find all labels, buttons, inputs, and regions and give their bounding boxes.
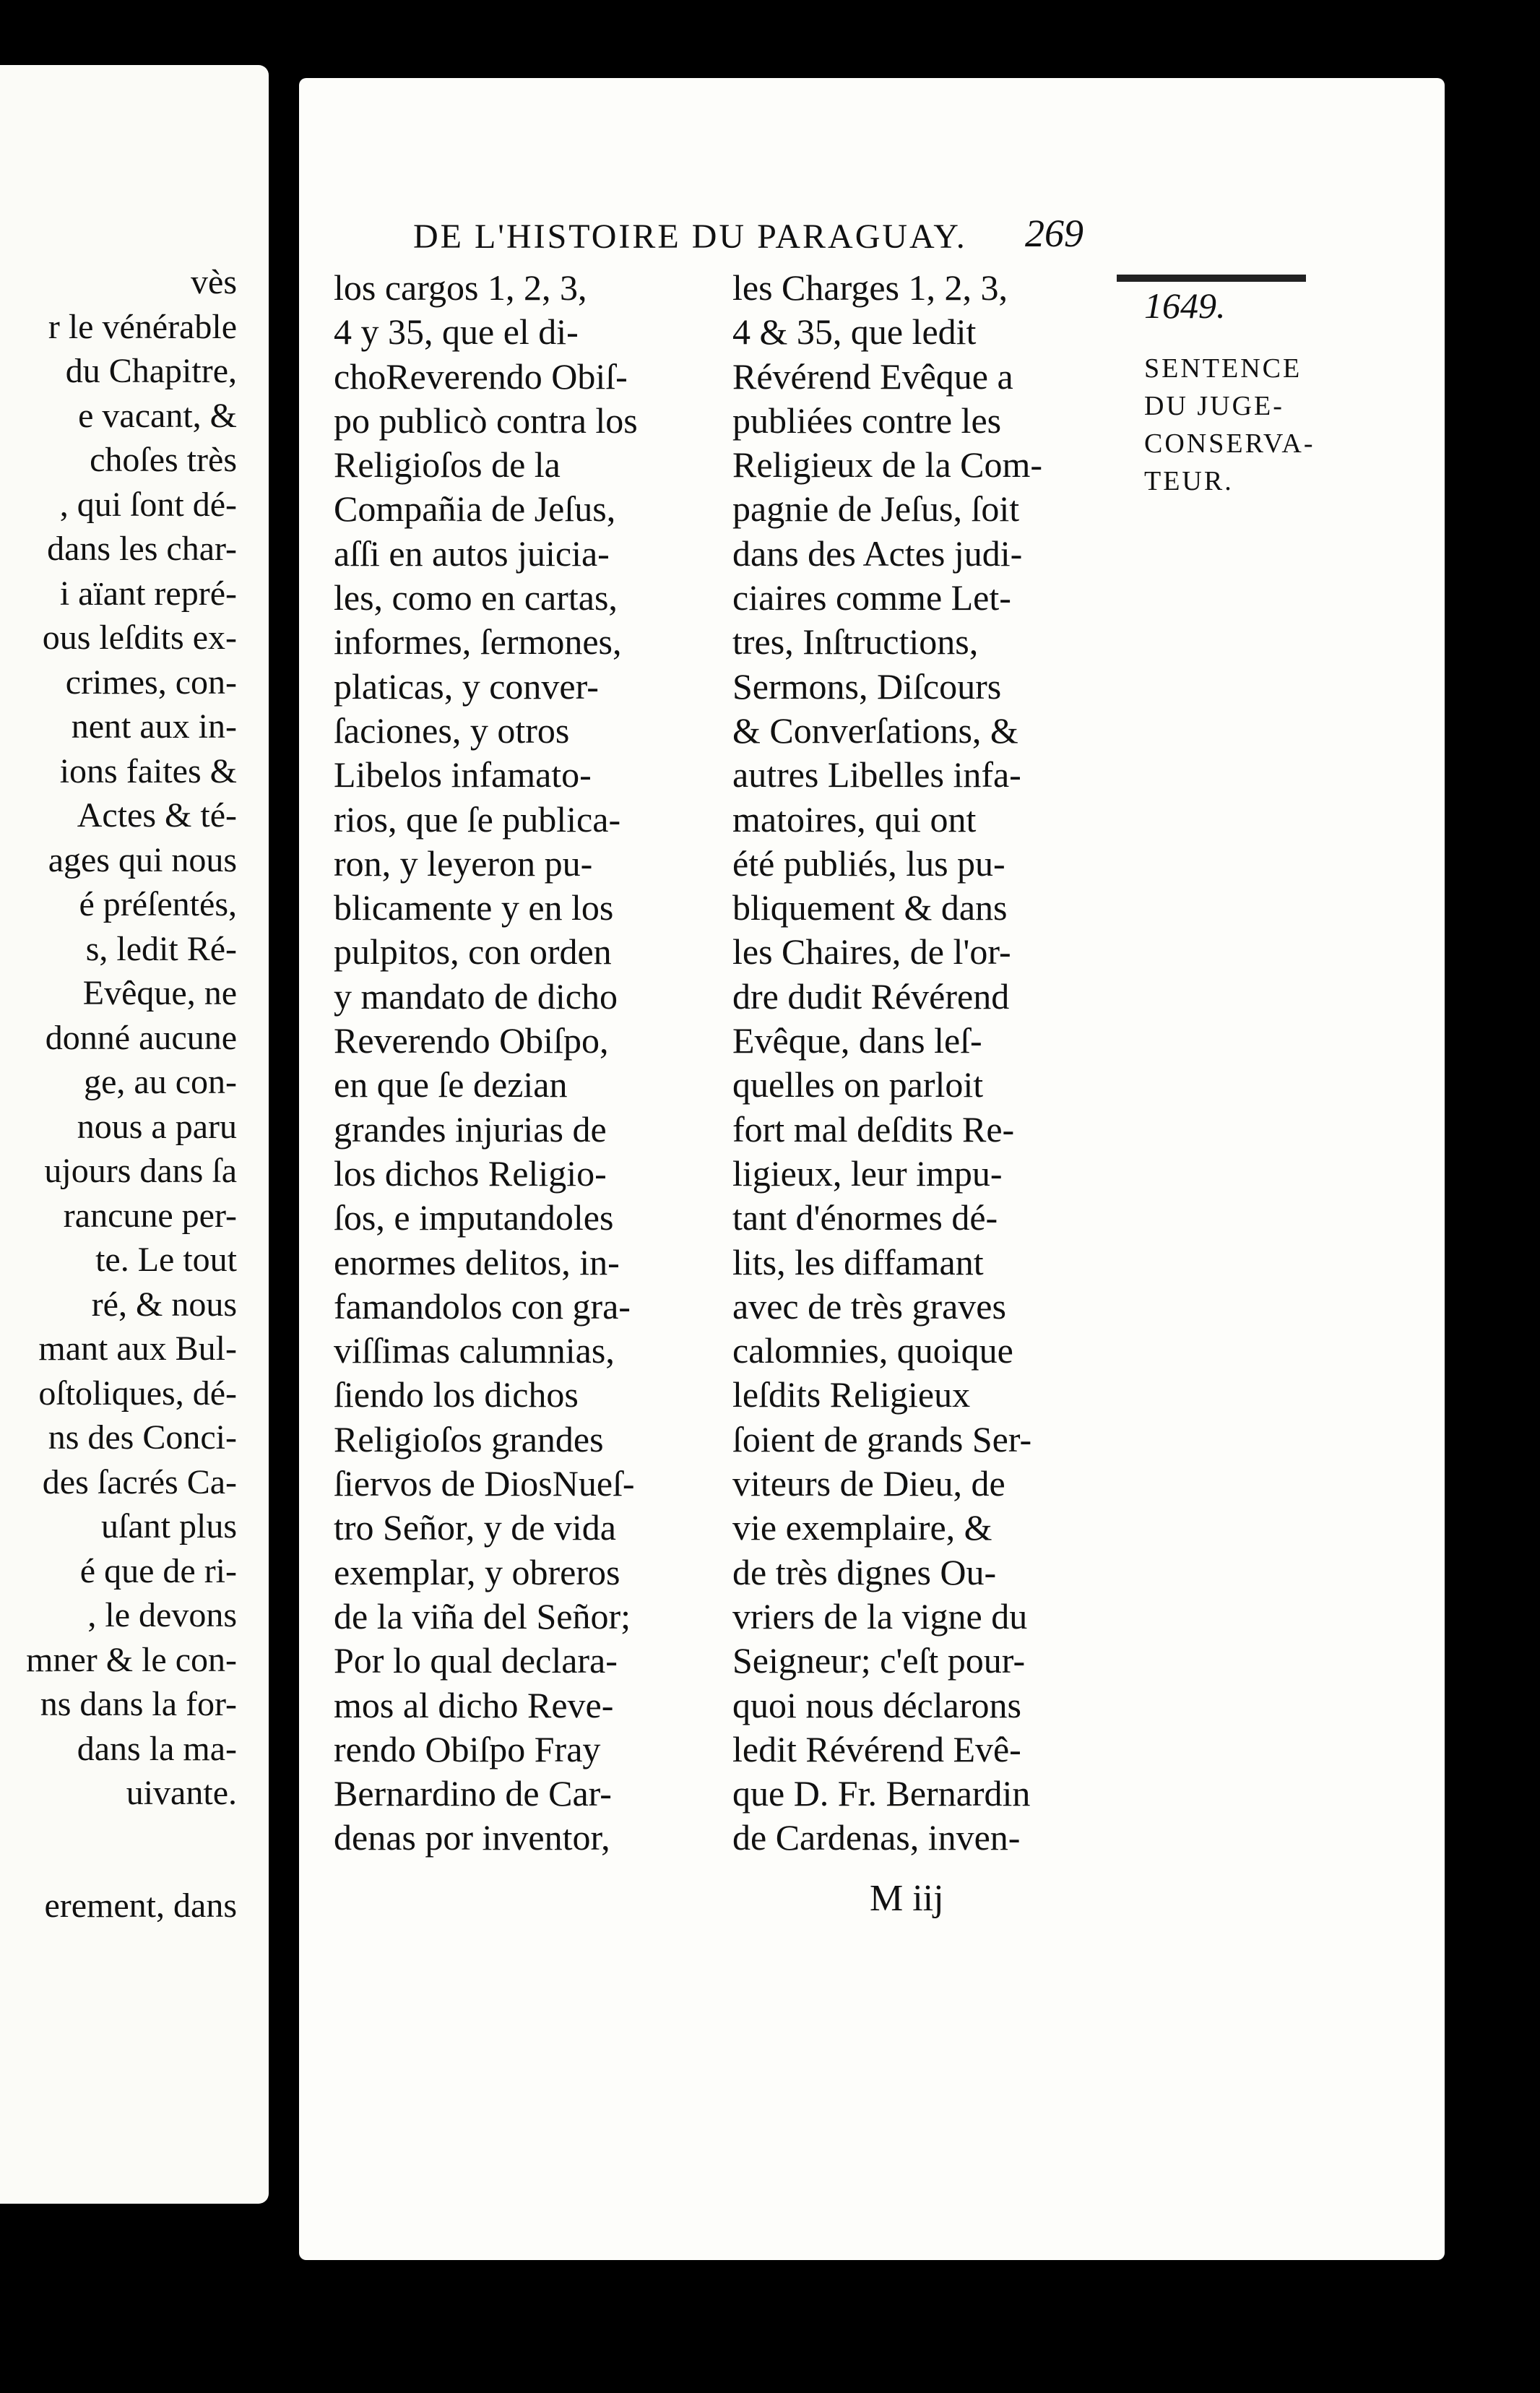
left-line: , le devons [87, 1596, 237, 1634]
french-line: que D. Fr. Bernardin [732, 1773, 1031, 1814]
left-line: dans la ma- [77, 1729, 237, 1768]
spanish-line: Libelos infamato- [334, 754, 592, 795]
spanish-column [334, 266, 688, 1860]
spanish-line: exemplar, y obreros [334, 1551, 620, 1592]
french-column [732, 266, 1101, 1860]
spanish-line: en que ſe dezian [334, 1064, 568, 1105]
left-line: crimes, con- [65, 663, 237, 702]
left-page-text [26, 260, 237, 1816]
french-line: calomnies, quoique [732, 1330, 1013, 1371]
left-line: Evêque, ne [82, 974, 237, 1012]
left-line: ous leſdits ex- [42, 618, 237, 657]
left-line: s, ledit Ré- [85, 929, 237, 968]
french-line: les Chaires, de l'or- [732, 931, 1011, 973]
left-line: du Chapitre, [65, 352, 237, 390]
left-line: des ſacrés Ca- [42, 1462, 237, 1501]
french-line: publiées contre les [732, 400, 1002, 441]
french-line: Sermons, Diſcours [732, 665, 1002, 707]
spanish-line: los dichos Religio- [334, 1152, 607, 1194]
french-line: dre dudit Révérend [732, 975, 1010, 1017]
spanish-line: rendo Obiſpo Fray [334, 1728, 601, 1769]
left-line: mant aux Bul- [38, 1329, 237, 1368]
left-line: é préſentés, [79, 885, 237, 923]
spanish-line: aſſi en autos juicia- [334, 533, 610, 574]
spanish-line: Religioſos grandes [334, 1418, 604, 1459]
spanish-line: tro Señor, y de vida [334, 1507, 616, 1548]
left-page-bottom-line: erement, dans [44, 1887, 237, 1925]
page-number: 269 [1025, 212, 1083, 255]
french-line: tant d'énormes dé- [732, 1197, 998, 1238]
spanish-line: mos al dicho Reve- [334, 1684, 614, 1725]
left-line: choſes très [90, 441, 237, 479]
french-line: viteurs de Dieu, de [732, 1463, 1005, 1504]
spanish-line: Reverendo Obiſpo, [334, 1020, 609, 1061]
spanish-line: ſiervos de DiosNueſ- [334, 1463, 635, 1504]
spanish-line: po publicò contra los [334, 400, 638, 441]
left-page [0, 65, 269, 2204]
left-line: vès [191, 263, 237, 301]
margin-year: 1649. [1144, 285, 1226, 326]
right-page [299, 78, 1445, 2260]
spanish-line: 4 y 35, que el di- [334, 311, 579, 353]
french-line: ſoient de grands Ser- [732, 1418, 1032, 1459]
left-line: ages qui nous [48, 840, 237, 879]
margin-note-line: SENTENCE [1144, 353, 1302, 384]
left-line: ions faites & [59, 751, 237, 790]
spanish-line: ſaciones, y otros [334, 710, 570, 751]
left-line: ré, & nous [91, 1285, 237, 1324]
left-line: ns dans la for- [40, 1685, 237, 1723]
french-line: autres Libelles infa- [732, 754, 1021, 795]
left-line: uivante. [126, 1774, 237, 1812]
french-line: Révérend Evêque a [732, 355, 1013, 397]
french-line: ciaires comme Let- [732, 577, 1011, 618]
left-line: nous a paru [77, 1107, 237, 1146]
left-line: dans les char- [47, 530, 237, 568]
spanish-line: rios, que ſe publica- [334, 798, 621, 840]
french-line: avec de très graves [732, 1285, 1006, 1327]
french-line: leſdits Religieux [732, 1374, 971, 1415]
left-line: ujours dans ſa [44, 1152, 237, 1190]
spanish-line: denas por inventor, [334, 1817, 610, 1858]
french-line: Seigneur; c'eſt pour- [732, 1640, 1026, 1681]
french-line: les Charges 1, 2, 3, [732, 267, 1008, 308]
left-line: nent aux in- [71, 707, 237, 746]
left-line: ns des Conci- [48, 1418, 237, 1457]
spanish-line: los cargos 1, 2, 3, [334, 267, 587, 308]
spanish-line: ſos, e imputandoles [334, 1197, 614, 1238]
left-line: te. Le tout [95, 1241, 237, 1279]
left-line: ge, au con- [84, 1063, 237, 1101]
margin-note [1144, 350, 1315, 500]
french-line: 4 & 35, que ledit [732, 311, 977, 353]
spanish-line: les, como en cartas, [334, 577, 618, 618]
spanish-line: platicas, y conver- [334, 665, 599, 707]
left-line: donné aucune [45, 1018, 237, 1057]
french-line: Religieux de la Com- [732, 444, 1043, 486]
spanish-line: viſſimas calumnias, [334, 1330, 615, 1371]
french-line: quelles on parloit [732, 1064, 984, 1105]
french-line: & Converſations, & [732, 710, 1018, 751]
spanish-line: enormes delitos, in- [334, 1241, 620, 1282]
french-line: été publiés, lus pu- [732, 842, 1005, 884]
margin-note-line: DU JUGE- [1144, 391, 1284, 421]
left-line: uſant plus [101, 1507, 237, 1545]
left-line: i aïant repré- [59, 574, 237, 613]
french-line: tres, Inſtructions, [732, 621, 979, 663]
spanish-line: de la viña del Señor; [334, 1595, 631, 1637]
spanish-line: grandes injurias de [334, 1108, 607, 1150]
french-line: bliquement & dans [732, 887, 1008, 928]
french-line: lits, les diffamant [732, 1241, 984, 1282]
french-line: Evêque, dans leſ- [732, 1020, 982, 1061]
spanish-line: informes, ſermones, [334, 621, 622, 663]
spanish-line: y mandato de dicho [334, 975, 618, 1017]
running-head: DE L'HISTOIRE DU PARAGUAY. [413, 217, 967, 256]
left-line: oſtoliques, dé- [38, 1374, 237, 1413]
french-line: de très dignes Ou- [732, 1551, 997, 1592]
french-line: dans des Actes judi- [732, 533, 1023, 574]
french-line: ligieux, leur impu- [732, 1152, 1003, 1194]
margin-note-line: CONSERVA- [1144, 428, 1315, 459]
spanish-line: famandolos con gra- [334, 1285, 631, 1327]
margin-note-line: TEUR. [1144, 466, 1234, 496]
french-line: matoires, qui ont [732, 798, 977, 840]
left-line: , qui ſont dé- [59, 485, 237, 524]
spanish-line: blicamente y en los [334, 887, 614, 928]
spanish-line: choReverendo Obiſ- [334, 355, 628, 397]
spanish-line: Por lo qual declara- [334, 1640, 618, 1681]
left-line: e vacant, & [78, 396, 237, 435]
french-line: pagnie de Jeſus, ſoit [732, 488, 1020, 530]
left-line: é que de ri- [79, 1551, 237, 1590]
spanish-line: ron, y leyeron pu- [334, 842, 593, 884]
french-line: quoi nous déclarons [732, 1684, 1021, 1725]
signature-mark: M iij [870, 1878, 944, 1919]
french-line: de Cardenas, inven- [732, 1817, 1021, 1858]
left-line: rancune per- [63, 1196, 237, 1235]
spanish-line: Bernardino de Car- [334, 1773, 612, 1814]
margin-rule [1117, 275, 1306, 282]
french-line: fort mal deſdits Re- [732, 1108, 1015, 1150]
spanish-line: pulpitos, con orden [334, 931, 612, 973]
french-line: ledit Révérend Evê- [732, 1728, 1021, 1769]
spanish-line: ſiendo los dichos [334, 1374, 579, 1415]
french-line: vie exemplaire, & [732, 1507, 992, 1548]
spanish-line: Religioſos de la [334, 444, 561, 486]
spanish-line: Compañia de Jeſus, [334, 488, 616, 530]
left-line: mner & le con- [26, 1640, 237, 1679]
left-line: Actes & té- [77, 796, 237, 835]
french-line: vriers de la vigne du [732, 1595, 1028, 1637]
left-line: r le vénérable [48, 307, 237, 346]
